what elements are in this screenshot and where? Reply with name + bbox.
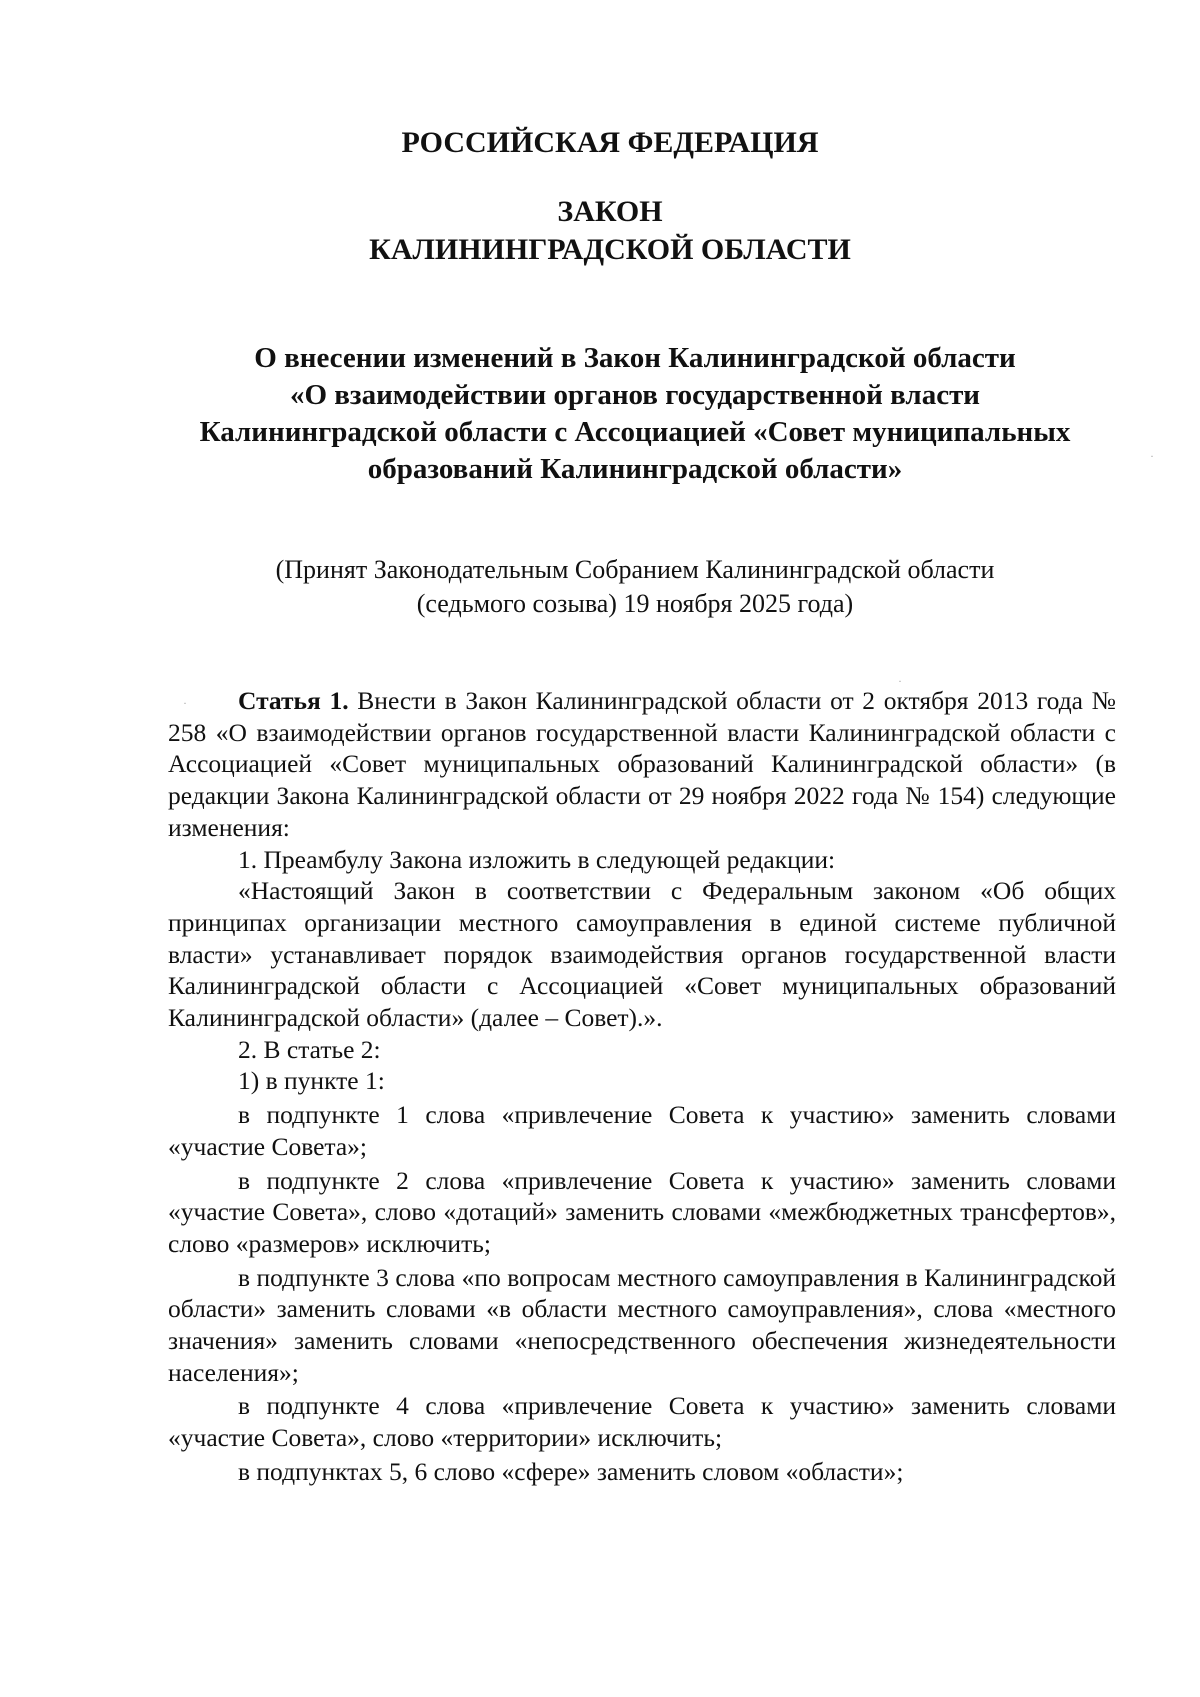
amendment-paragraph: в подпункте 2 слова «привлечение Совета к участию» заменить словами «участие Совета», слово «дотаций» заменить словами «межбюджетных трансфертов», слово «размеров» исключить; [168,1165,1116,1258]
law-heading-line-1: ЗАКОН [557,195,663,228]
article-1-intro: Внести в Закон Калининградской области от 2 октября 2013 года № 258 «О взаимодействии органов государственной власти Калининградской области с Ассоциацией «Совет муниципальных образований Калининградской области» (в редакции Закона Калининградской области от 29 ноября 2022 года № 154) следующие изменения: [168,686,1116,842]
law-title-line-2: «О взаимодействии органов государственной власти [289,379,981,411]
law-title-line-3: Калининградской области с Ассоциацией «Совет муниципальных [199,416,1071,448]
law-heading-line-2: КАЛИНИНГРАДСКОЙ ОБЛАСТИ [369,233,851,266]
law-heading [0,193,1200,269]
amendment-paragraph: в подпункте 3 слова «по вопросам местного самоуправления в Калининградской области» заменить словами «в области местного самоуправления», слова «местного значения» заменить словами «непосредственного обеспечения жизнедеятельности населения»; [168,1262,1116,1387]
amendment-paragraph: 2. В статье 2: [238,1034,381,1064]
amendment-paragraph: «Настоящий Закон в соответствии с Федеральным законом «Об общих принципах организации местного самоуправления в единой системе публичной власти» устанавливает порядок взаимодействия органов государственной власти Калининградской области с Ассоциацией «Совет муниципальных образований Калининградской области» (далее – Совет).». [168,876,1116,1033]
country-heading: РОССИЙСКАЯ ФЕДЕРАЦИЯ [401,126,819,159]
law-title-line-1: О внесении изменений в Закон Калининградской области [254,342,1016,374]
scan-speck: · [183,696,187,710]
law-title [150,340,1120,488]
article-1-intro-paragraph [168,685,1116,844]
adoption-note-line-2: (седьмого созыва) 19 ноября 2025 года) [416,589,854,618]
article-body [168,685,1116,1488]
adoption-note-line-1: (Принят Законодательным Собранием Калининградской области [275,555,995,584]
amendment-paragraph: в подпункте 4 слова «привлечение Совета к участию» заменить словами «участие Совета», слово «территории» исключить; [168,1391,1116,1453]
article-1-label: Статья 1. [238,686,349,715]
amendment-paragraph: в подпунктах 5, 6 слово «сфере» заменить словом «области»; [238,1456,904,1486]
amendment-paragraph: в подпункте 1 слова «привлечение Совета к участию» заменить словами «участие Совета»; [168,1100,1116,1161]
law-title-line-4: образований Калининградской области» [367,453,903,485]
adoption-note [150,553,1120,621]
amendment-paragraph: 1. Преамбулу Закона изложить в следующей редакции: [238,844,836,874]
scan-speck: · [898,674,902,688]
amendment-paragraph: 1) в пункте 1: [238,1066,385,1096]
scan-speck: · [1150,449,1154,463]
